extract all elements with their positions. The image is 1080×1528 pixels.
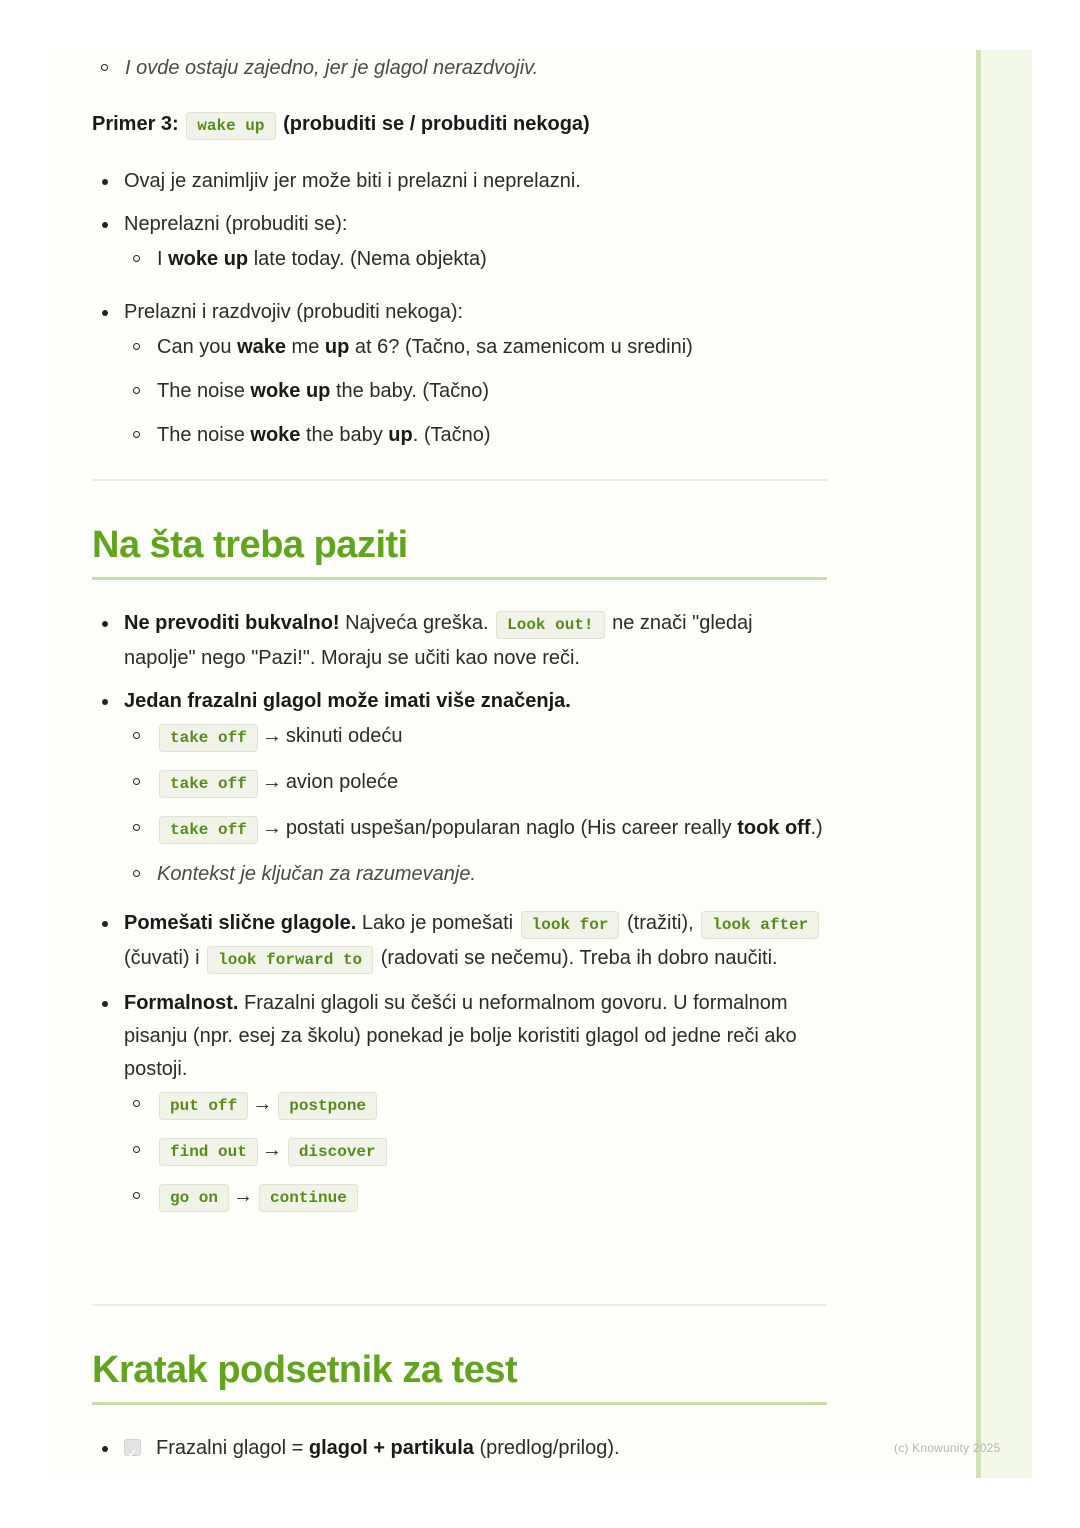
bold-text: woke [250,424,301,446]
text: (predlog/prilog). [473,1437,620,1459]
code-tag: take off [159,816,258,844]
sub-list-item [124,1134,827,1169]
bold-text: woke up [168,248,249,270]
list-item-text [124,685,827,718]
list-item [92,607,827,675]
code-tag: go on [159,1184,229,1212]
code-tag: postpone [278,1092,377,1120]
divider [92,479,827,481]
code-tag: wake up [186,112,275,140]
text: me [286,336,325,358]
sub-list-item [124,1180,827,1215]
bold-text: Jedan frazalni glagol može imati više značenja. [124,690,571,712]
bold-text: up [324,336,350,358]
arrow-right-icon: → [233,1185,254,1207]
text: . (Tačno) [412,424,491,446]
text: (radovati se nečemu). Treba ih dobro naučiti. [375,947,778,969]
bold-text: Ne prevoditi bukvalno! [124,612,340,634]
checkbox[interactable] [124,1439,141,1456]
italic-text: Kontekst je ključan za razumevanje. [157,863,477,885]
text: Ovaj je zanimljiv jer može biti i prelazni i neprelazni. [124,170,581,192]
section-title-podsetnik: Kratak podsetnik za test [92,1349,827,1405]
text: the baby [300,424,389,446]
code-tag: look forward to [207,946,373,974]
code-tag: discover [288,1138,387,1166]
sub-list-item [124,812,827,847]
bold-text: glagol + partikula [308,1437,474,1459]
text: Neprelazni (probuditi se): [124,213,348,235]
arrow-right-icon: → [261,771,282,793]
code-tag: look after [701,911,819,939]
list-item-text [124,296,827,329]
list-item [92,1432,827,1465]
list-item-text [124,987,827,1086]
list-item-text [124,208,827,241]
text: (čuvati) i [124,947,206,969]
pazi-list [92,607,827,1226]
text: Najveća greška. [339,612,495,634]
list-item [92,165,827,198]
text: The noise [157,424,251,446]
primer-label: Primer 3: [92,113,179,135]
text: Frazalni glagol = [156,1437,309,1459]
text: Frazalni glagoli su češći u neformalnom govoru. U formalnom pisanju (npr. esej za školu) ponekad je bolje koristiti glagol od jedne reči ako postoji. [124,992,797,1080]
text: late today. (Nema objekta) [248,248,487,270]
text: postati uspešan/popularan naglo (His career really [285,817,738,839]
arrow-right-icon: → [261,817,282,839]
code-tag: take off [159,770,258,798]
podsetnik-list [92,1432,827,1475]
sub-list-item [124,720,827,755]
text: I [157,248,169,270]
primer-meaning: (probuditi se / probuditi nekoga) [283,113,590,135]
sub-list-item [124,419,827,452]
divider [92,1304,827,1306]
list-item [92,685,827,891]
primer-3-list [92,165,827,463]
list-item-text [124,607,827,675]
italic-text: I ovde ostaju zajedno, jer je glagol nerazdvojiv. [125,57,539,79]
text: the baby. (Tačno) [330,380,490,402]
sub-list [124,331,827,452]
sub-list-item [124,858,827,891]
text: .) [810,817,823,839]
bold-text: took off [737,817,811,839]
text: The noise [157,380,251,402]
text: skinuti odeću [285,725,403,747]
list-item-text [124,165,827,198]
list-item [92,52,827,85]
arrow-right-icon: → [261,1139,282,1161]
list-item [92,907,827,977]
code-tag: take off [159,724,258,752]
list-item-text [124,907,827,977]
list-item [92,296,827,452]
code-tag: find out [159,1138,258,1166]
top-sub-list [92,52,827,96]
bold-text: up [388,424,413,446]
sub-list-item [124,375,827,408]
document-page [48,50,976,1478]
text: Can you [157,336,238,358]
sub-list [124,720,827,891]
text: Lako je pomešati [356,912,519,934]
text: (tražiti), [621,912,700,934]
list-item-text [124,1432,827,1465]
arrow-right-icon: → [261,725,282,747]
sub-list-item [124,1088,827,1123]
list-item [92,208,827,276]
bold-text: Pomešati slične glagole. [124,912,357,934]
sub-list-item [124,766,827,801]
bold-text: woke up [250,380,331,402]
code-tag: Look out! [496,611,604,639]
primer-3-heading [92,108,590,143]
list-item [92,987,827,1215]
page-side-strip [976,50,1032,1478]
sub-list [124,1088,827,1215]
sub-list-item [124,331,827,364]
code-tag: put off [159,1092,248,1120]
text: Prelazni i razdvojiv (probuditi nekoga): [124,301,464,323]
bold-text: Formalnost. [124,992,239,1014]
code-tag: continue [259,1184,358,1212]
text: avion poleće [285,771,399,793]
copyright-notice: (c) Knowunity 2025 [894,1441,1001,1455]
text: ne znači "gledaj napolje" nego "Pazi!". Moraju se učiti kao nove reči. [124,612,753,669]
bold-text: wake [237,336,286,358]
sub-list-item [124,243,827,276]
text: at 6? (Tačno, sa zamenicom u sredini) [349,336,693,358]
arrow-right-icon: → [252,1093,273,1115]
section-title-pazi: Na šta treba paziti [92,524,827,580]
code-tag: look for [521,911,620,939]
sub-list [124,243,827,276]
